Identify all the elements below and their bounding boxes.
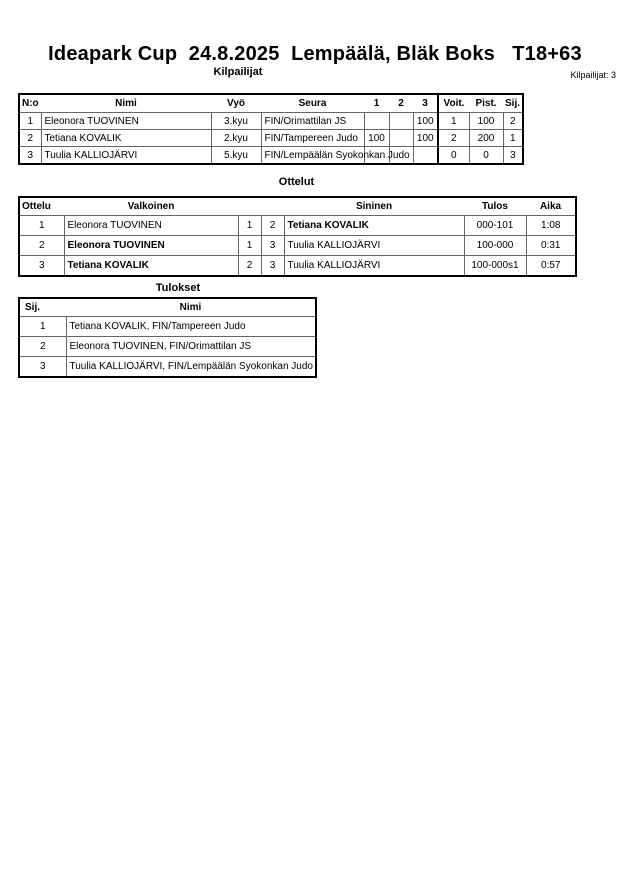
competitor-belt: 5.kyu — [211, 147, 261, 165]
match-time: 0:31 — [526, 236, 576, 256]
col-header-aika: Aika — [539, 201, 562, 212]
competitors-table — [18, 93, 524, 165]
blue-fighter-name: Tuulia KALLIOJÄRVI — [284, 256, 464, 277]
white-fighter-number: 1 — [238, 236, 261, 256]
col-header-blue-number — [261, 197, 284, 216]
col-header-sij: Sij. — [505, 98, 521, 109]
col-header-round3: 3 — [422, 98, 428, 109]
rank-value: 2 — [503, 113, 523, 130]
results-header-row — [19, 298, 316, 317]
round1-score — [364, 113, 389, 130]
result-name-club — [66, 357, 316, 378]
col-header-nimi: Nimi — [115, 98, 137, 109]
competitor-belt: 3.kyu — [211, 113, 261, 130]
match-row — [19, 256, 576, 277]
result-rank: 2 — [19, 337, 66, 357]
match-time: 0:57 — [526, 256, 576, 277]
match-row — [19, 216, 576, 236]
round2-score — [389, 130, 413, 147]
rank-value: 3 — [503, 147, 523, 165]
result-rank: 1 — [19, 317, 66, 337]
col-header-valkoinen: Valkoinen — [127, 201, 175, 212]
rank-value: 1 — [503, 130, 523, 147]
blue-fighter-name: Tuulia KALLIOJÄRVI — [284, 236, 464, 256]
competitor-name: Tuulia KALLIOJÄRVI — [41, 147, 211, 165]
white-fighter-name: Tetiana KOVALIK — [64, 256, 238, 277]
wins-value: 2 — [438, 130, 469, 147]
match-number: 1 — [19, 216, 64, 236]
match-time: 1:08 — [526, 216, 576, 236]
round1-score: 100 — [364, 130, 389, 147]
result-name-text: Tuulia KALLIOJÄRVI, FIN/Lempäälän Syokonkan Judo — [69, 361, 313, 372]
competitors-section-title: Kilpailijat — [213, 66, 263, 78]
result-rank: 3 — [19, 357, 66, 378]
match-row — [19, 236, 576, 256]
col-header-round1: 1 — [373, 98, 380, 109]
round3-score: 100 — [413, 130, 438, 147]
result-row — [19, 337, 316, 357]
match-result: 100-000 — [464, 236, 526, 256]
results-section-title: Tulokset — [155, 282, 201, 294]
match-result: 000-101 — [464, 216, 526, 236]
col-header-voit: Voit. — [438, 94, 469, 113]
wins-value: 1 — [438, 113, 469, 130]
col-header-pist: Pist. — [475, 98, 497, 109]
round3-score — [413, 147, 438, 165]
competitor-number: 1 — [19, 113, 41, 130]
match-number: 2 — [19, 236, 64, 256]
competitor-row — [19, 130, 523, 147]
competitor-club: FIN/Tampereen Judo — [261, 130, 364, 147]
points-value: 100 — [469, 113, 503, 130]
matches-table — [18, 196, 577, 277]
competitor-belt: 2.kyu — [211, 130, 261, 147]
competitor-row — [19, 147, 523, 165]
col-header-sij: Sij. — [25, 302, 41, 313]
col-header-tulos: Tulos — [482, 201, 508, 212]
matches-section-title: Ottelut — [278, 176, 315, 188]
white-fighter-name: Eleonora TUOVINEN — [64, 236, 238, 256]
col-header-round2: 2 — [398, 98, 404, 109]
col-header-ottelu: Ottelu — [22, 201, 51, 212]
white-fighter-number: 1 — [238, 216, 261, 236]
competitor-club: FIN/Orimattilan JS — [261, 113, 364, 130]
page-title: Ideapark Cup 24.8.2025 Lempäälä, Bläk Boks T18+63 — [48, 43, 582, 65]
white-fighter-name: Eleonora TUOVINEN — [64, 216, 238, 236]
white-fighter-number: 2 — [238, 256, 261, 277]
competitor-club — [261, 147, 410, 165]
match-number: 3 — [19, 256, 64, 277]
points-value: 0 — [469, 147, 503, 165]
result-row — [19, 317, 316, 337]
col-header-seura: Seura — [298, 98, 327, 109]
col-header-vyo: Vyö — [227, 98, 245, 109]
result-name-club — [66, 317, 316, 337]
competitor-number: 2 — [19, 130, 41, 147]
result-name-club — [66, 337, 316, 357]
blue-fighter-number: 3 — [261, 256, 284, 277]
competitor-name: Tetiana KOVALIK — [41, 130, 211, 147]
competitors-header-row — [19, 94, 523, 113]
col-header-nimi: Nimi — [179, 302, 202, 313]
round2-score — [389, 113, 413, 130]
competitor-club-overflow-text: FIN/Lempäälän Syokonkan Judo — [264, 149, 410, 161]
col-header-no: N:o — [22, 98, 39, 109]
result-name-text: Eleonora TUOVINEN, FIN/Orimattilan JS — [69, 341, 252, 352]
wins-value: 0 — [438, 147, 469, 165]
matches-header-row — [19, 197, 576, 216]
col-header-sininen: Sininen — [355, 201, 393, 212]
match-result: 100-000s1 — [464, 256, 526, 277]
round3-score: 100 — [413, 113, 438, 130]
results-table — [18, 297, 317, 378]
result-name-text: Tetiana KOVALIK, FIN/Tampereen Judo — [69, 321, 246, 332]
blue-fighter-name: Tetiana KOVALIK — [284, 216, 464, 236]
competitor-number: 3 — [19, 147, 41, 165]
col-header-white-number — [238, 197, 261, 216]
competitors-count-label: Kilpailijat: 3 — [570, 70, 616, 80]
result-row — [19, 357, 316, 378]
points-value: 200 — [469, 130, 503, 147]
competitor-name: Eleonora TUOVINEN — [41, 113, 211, 130]
blue-fighter-number: 3 — [261, 236, 284, 256]
blue-fighter-number: 2 — [261, 216, 284, 236]
competitor-row — [19, 113, 523, 130]
